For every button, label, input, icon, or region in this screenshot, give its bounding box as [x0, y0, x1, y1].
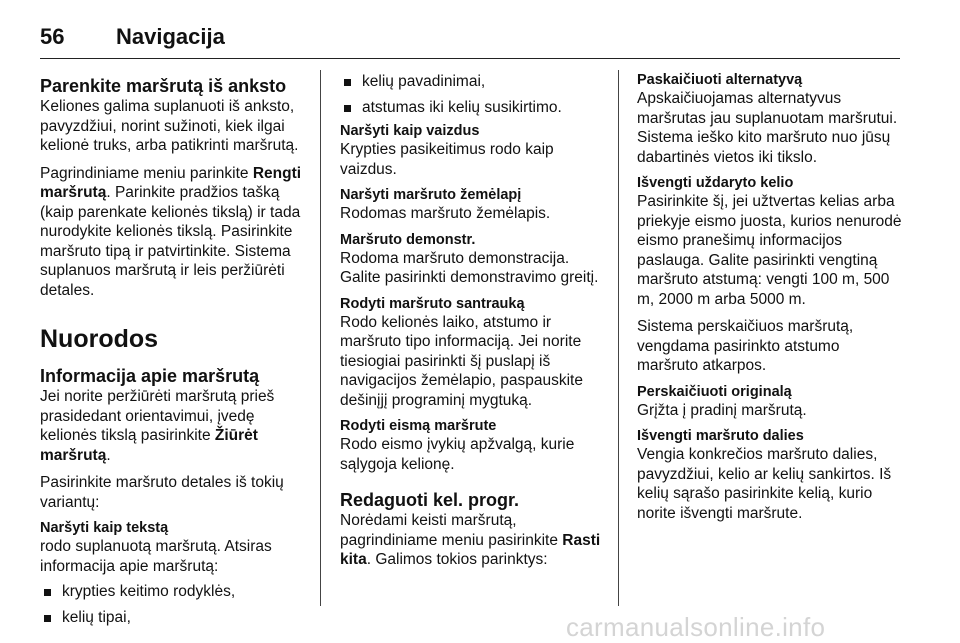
- column-1: [40, 76, 302, 633]
- section-heading: Parenkite maršrutą iš anksto: [40, 76, 287, 96]
- subheading: Naršyti kaip vaizdus: [340, 123, 480, 139]
- paragraph: Krypties pasikeitimus rodo kaip vaizdus.: [340, 141, 554, 178]
- subheading: Rodyti eismą maršrute: [340, 418, 497, 434]
- list-item: atstumas iki kelių susikirtimo.: [340, 98, 602, 118]
- column-3: [637, 72, 903, 523]
- list-item: krypties keitimo rodyklės,: [40, 582, 302, 602]
- bullet-icon: [344, 79, 351, 86]
- bullet-icon: [44, 589, 51, 596]
- subheading: Rodyti maršruto santrauką: [340, 295, 525, 312]
- paragraph: Jei norite peržiūrėti maršrutą prieš prasidedant orientavimui, įvedę kelionės tikslą pasirinkite Žiūrėt maršrutą.: [40, 388, 275, 464]
- paragraph: Norėdami keisti maršrutą, pagrindiniame meniu pasirinkite Rasti kita. Galimos tokios parinktys:: [340, 512, 601, 568]
- bullet-list: [340, 72, 602, 117]
- column-divider: [320, 70, 321, 606]
- subheading: Išvengti maršruto dalies: [637, 428, 804, 444]
- menu-term: Žiūrėt maršrutą: [40, 427, 258, 464]
- paragraph: Rodo eismo įvykių apžvalgą, kurie sąlygoja kelionę.: [340, 436, 575, 473]
- paragraph: Pagrindiniame meniu parinkite Rengti maršrutą. Parinkite pradžios tašką (kaip parenkate kelionės tikslą) ir tada nurodykite kelionės tikslą. Pasirinkite maršruto tipą ir patvirtinkite. Sistema suplanuos maršrutą ir leis peržiūrėti detales.: [40, 164, 302, 299]
- section-heading: Informacija apie maršrutą: [40, 366, 260, 386]
- subheading: Maršruto demonstr.: [340, 231, 476, 248]
- page-title: Navigacija: [116, 24, 225, 49]
- paragraph: Sistema perskaičiuos maršrutą, vengdama pasirinkto atstumo maršruto atkarpos.: [637, 318, 854, 374]
- chapter-heading: Nuorodos: [40, 325, 159, 353]
- bullet-list: [40, 582, 302, 627]
- bullet-icon: [44, 615, 51, 622]
- list-item: kelių pavadinimai,: [340, 72, 602, 92]
- header-rule: [40, 58, 900, 59]
- paragraph: Rodomas maršruto žemėlapis.: [340, 205, 551, 222]
- subheading: Perskaičiuoti originalą: [637, 383, 792, 400]
- page-number: 56: [40, 24, 65, 49]
- watermark: carmanualsonline.info: [566, 612, 826, 642]
- subheading: Naršyti maršruto žemėlapį: [340, 187, 522, 203]
- subheading: Išvengti uždaryto kelio: [637, 175, 794, 191]
- paragraph: Rodo kelionės laiko, atstumo ir maršruto tipo informaciją. Jei norite tiesiogiai pasirinkti šį puslapį iš navigacijos žemėlapio, paspauskite dešinįjį programinį mygtuką.: [340, 313, 583, 409]
- paragraph: Pasirinkite maršruto detales iš tokių variantų:: [40, 474, 284, 511]
- column-divider: [618, 70, 619, 606]
- paragraph: rodo suplanuotą maršrutą. Atsiras informacija apie maršrutą:: [40, 538, 272, 575]
- paragraph: Keliones galima suplanuoti iš anksto, pavyzdžiui, norint sužinoti, kiek ilgai kelionė truks, arba patikrinti maršrutą.: [40, 98, 299, 154]
- bullet-icon: [344, 105, 351, 112]
- section-heading: Redaguoti kel. progr.: [340, 490, 520, 510]
- paragraph: Pasirinkite šį, jei užtvertas kelias arba priekyje eismo juosta, kurios nenurodė eismo pranešimų informacijos paslauga. Galite pasirinkti vengtiną maršruto atstumą: vengti 100 m, 500 m, 2000 m arba 5000 m.: [637, 193, 902, 308]
- menu-term: Rasti kita: [340, 531, 601, 568]
- column-2: [340, 72, 602, 570]
- paragraph: Vengia konkrečios maršruto dalies, pavyzdžiui, kelio ar kelių sankirtos. Iš kelių sąrašo pasirinkite kelią, kurio norite išvengti maršrute.: [637, 446, 892, 522]
- list-item: kelių tipai,: [40, 608, 302, 628]
- subheading: Paskaičiuoti alternatyvą: [637, 72, 803, 88]
- paragraph: Apskaičiuojamas alternatyvus maršrutas jau suplanuotam maršrutui. Sistema ieško kito maršruto nuo jūsų dabartinės vietos iki tikslo.: [637, 90, 898, 166]
- paragraph: Rodoma maršruto demonstracija. Galite pasirinkti demonstravimo greitį.: [340, 249, 599, 286]
- menu-term: Rengti maršrutą: [40, 164, 302, 201]
- paragraph: Grįžta į pradinį maršrutą.: [637, 401, 807, 419]
- page-header: [40, 20, 225, 50]
- subheading: Naršyti kaip tekstą: [40, 520, 169, 536]
